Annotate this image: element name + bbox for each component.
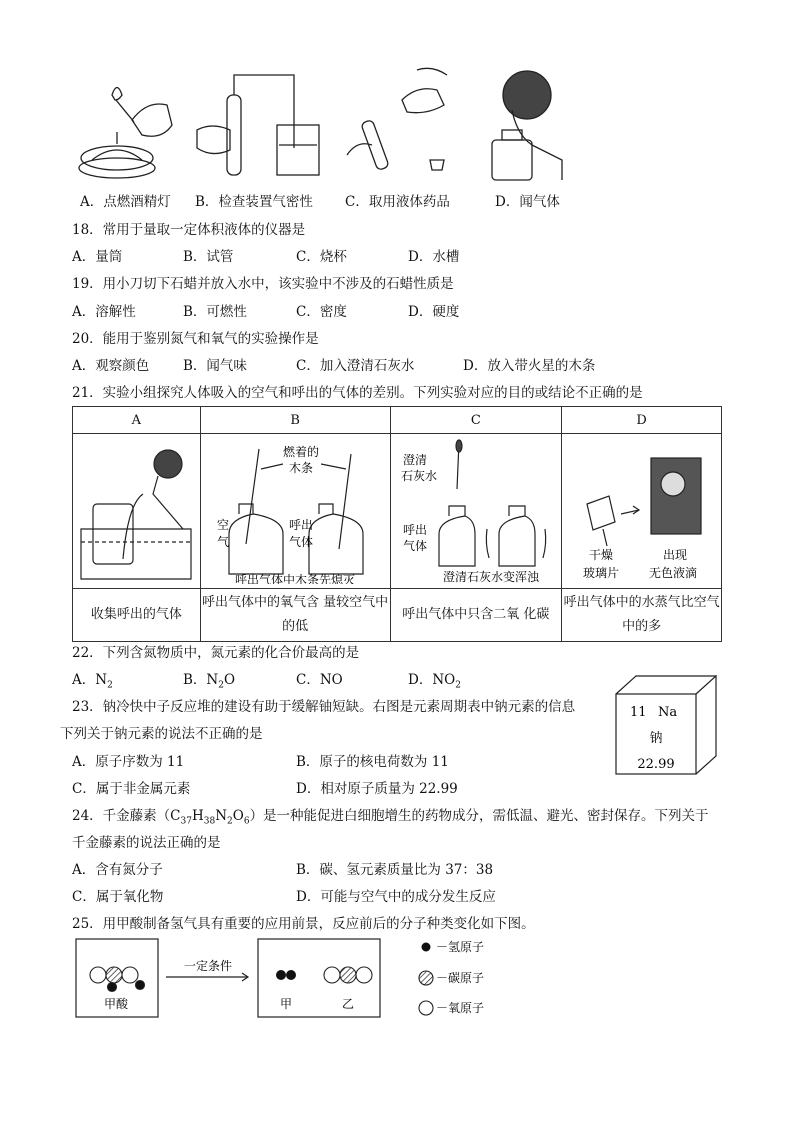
q23-option-b: B．原子的核电荷数为 11 xyxy=(296,754,449,770)
q24-stem-2: 千金藤素的说法正确的是 xyxy=(72,835,221,851)
q20-option-c: C．加入澄清石灰水 xyxy=(296,358,415,374)
q21-conclusion-c: 呼出气体中只含二氧 化碳 xyxy=(390,589,562,642)
alcohol-lamp-icon xyxy=(79,88,172,179)
element-mass: 22.99 xyxy=(637,757,675,772)
q21-cell-b-image xyxy=(200,434,390,589)
b-air-label: 空 xyxy=(217,518,230,532)
q23-option-c: C．属于非金属元素 xyxy=(72,781,191,797)
q25-reaction-diagram xyxy=(72,935,522,1023)
product-2-label: 乙 xyxy=(341,997,355,1011)
c-exhaled-label: 呼出 xyxy=(402,523,427,537)
svg-text:－氧原子: －氧原子 xyxy=(436,1001,485,1015)
burning-stick-icon xyxy=(201,434,389,584)
sodium-element-card xyxy=(612,672,720,778)
q22-stem: 22．下列含氮物质中，氮元素的化合价最高的是 xyxy=(72,645,360,661)
q19-option-d: D．硬度 xyxy=(408,304,460,320)
formic-acid-molecule xyxy=(90,967,145,992)
c-lime-label-2: 石灰水 xyxy=(400,469,437,483)
q21-stem: 21．实验小组探究人体吸入的空气和呼出的气体的差别。下列实验对应的目的或结论不正确的是 xyxy=(72,385,643,401)
airtightness-check-icon xyxy=(197,75,319,175)
breath-on-glass-icon xyxy=(563,434,721,584)
legend-carbon xyxy=(419,970,484,985)
q20-option-a: A．观察颜色 xyxy=(72,358,150,374)
q23-stem: 23．钠冷快中子反应堆的建设有助于缓解铀短缺。右图是元素周期表中钠元素的信息 xyxy=(72,699,576,715)
reactant-label: 甲酸 xyxy=(103,997,129,1011)
q22-option-a: A．$N_2$ xyxy=(72,672,113,691)
b-stick-label: 燃着的 xyxy=(283,445,320,459)
q23-option-a: A．原子序数为 11 xyxy=(72,754,185,770)
q17-option-c: C．取用液体药品 xyxy=(345,194,450,210)
q24-option-a: A．含有氮分子 xyxy=(72,862,163,878)
c-exhaled-label-2: 气体 xyxy=(402,539,427,553)
svg-text:－碳原子: －碳原子 xyxy=(436,971,485,985)
d-appear-label: 出现 xyxy=(662,548,687,562)
hydrogen-molecule xyxy=(276,970,296,980)
q17-option-a: A．点燃酒精灯 xyxy=(80,194,171,210)
d-dry-label: 干燥 xyxy=(588,548,613,562)
q19-option-a: A．溶解性 xyxy=(72,304,136,320)
q24-option-c: C．属于氧化物 xyxy=(72,889,164,905)
q23-option-d: D．相对原子质量为 22.99 xyxy=(296,781,458,797)
b-exhaled-label: 呼出 xyxy=(289,518,314,532)
q22-option-d: D．$NO_2$ xyxy=(408,672,461,691)
liquid-pouring-icon xyxy=(347,68,447,170)
q21-cell-a-image xyxy=(73,434,201,589)
q17-option-d: D．闻气体 xyxy=(495,194,560,210)
c-caption: 澄清石灰水变浑浊 xyxy=(442,570,539,584)
q23-stem-2: 下列关于钠元素的说法不正确的是 xyxy=(60,726,263,742)
q24-option-d: D．可能与空气中的成分发生反应 xyxy=(296,889,496,905)
q18-stem: 18．常用于量取一定体积液体的仪器是 xyxy=(72,222,306,238)
carbon-dioxide-molecule xyxy=(324,967,372,983)
element-name: 钠 xyxy=(649,731,663,746)
q24-stem: 24．千金藤素$(C_{37}H_{38}N_2O_6)$是一种能促进白细胞增生的药物成分，需低温、避光、密封保存。下列关于 xyxy=(72,808,709,827)
q18-option-a: A．量筒 xyxy=(72,249,123,265)
q22-option-c: C．NO xyxy=(296,672,343,688)
reaction-condition: 一定条件 xyxy=(183,959,233,973)
legend-hydrogen xyxy=(422,940,485,954)
legend-oxygen xyxy=(419,1001,484,1015)
b-caption: 呼出气体中木条先熄灭 xyxy=(235,573,356,584)
b-stick-label-2: 木条 xyxy=(289,461,314,475)
q21-cell-d-image xyxy=(562,434,722,589)
q19-option-b: B．可燃性 xyxy=(183,304,247,320)
q17-images xyxy=(72,60,592,185)
q18-option-c: C．烧杯 xyxy=(296,249,347,265)
svg-text:－氢原子: －氢原子 xyxy=(436,940,485,954)
element-number: 11 xyxy=(630,705,647,720)
q21-header-c: C xyxy=(390,407,562,434)
q22-option-b: B．$N_2O$ xyxy=(183,672,236,691)
q21-header-a: A xyxy=(73,407,201,434)
q20-stem: 20．能用于鉴别氮气和氧气的实验操作是 xyxy=(72,331,319,347)
d-glass-label: 玻璃片 xyxy=(582,566,619,580)
q19-stem: 19．用小刀切下石蜡并放入水中，该实验中不涉及的石蜡性质是 xyxy=(72,276,454,292)
q21-header-b: B xyxy=(200,407,390,434)
q17-option-b: B．检查装置气密性 xyxy=(195,194,313,210)
d-droplet-label: 无色液滴 xyxy=(648,566,697,580)
smelling-gas-icon xyxy=(492,71,562,180)
q21-conclusion-a: 收集呼出的气体 xyxy=(73,589,201,642)
q19-option-c: C．密度 xyxy=(296,304,347,320)
c-lime-label: 澄清 xyxy=(402,453,427,467)
gas-collection-icon xyxy=(73,434,199,584)
limewater-test-icon xyxy=(391,434,561,584)
b-exhaled-label-2: 气体 xyxy=(289,535,314,549)
q25-stem: 25．用甲酸制备氢气具有重要的应用前景，反应前后的分子种类变化如下图。 xyxy=(72,916,535,932)
b-air-label-2: 气 xyxy=(217,535,230,549)
q18-option-b: B．试管 xyxy=(183,249,234,265)
q21-conclusion-d: 呼出气体中的水蒸气比空气中的多 xyxy=(562,589,722,642)
q20-option-d: D．放入带火星的木条 xyxy=(463,358,596,374)
product-1-label: 甲 xyxy=(279,997,293,1011)
element-symbol: Na xyxy=(658,705,678,720)
q21-table xyxy=(72,406,722,642)
q21-conclusion-b: 呼出气体中的氧气含 量较空气中的低 xyxy=(200,589,390,642)
q24-option-b: B．碳、氢元素质量比为 37：38 xyxy=(296,862,494,878)
q21-cell-c-image xyxy=(390,434,562,589)
q21-header-d: D xyxy=(562,407,722,434)
q18-option-d: D．水槽 xyxy=(408,249,460,265)
q20-option-b: B．闻气味 xyxy=(183,358,247,374)
